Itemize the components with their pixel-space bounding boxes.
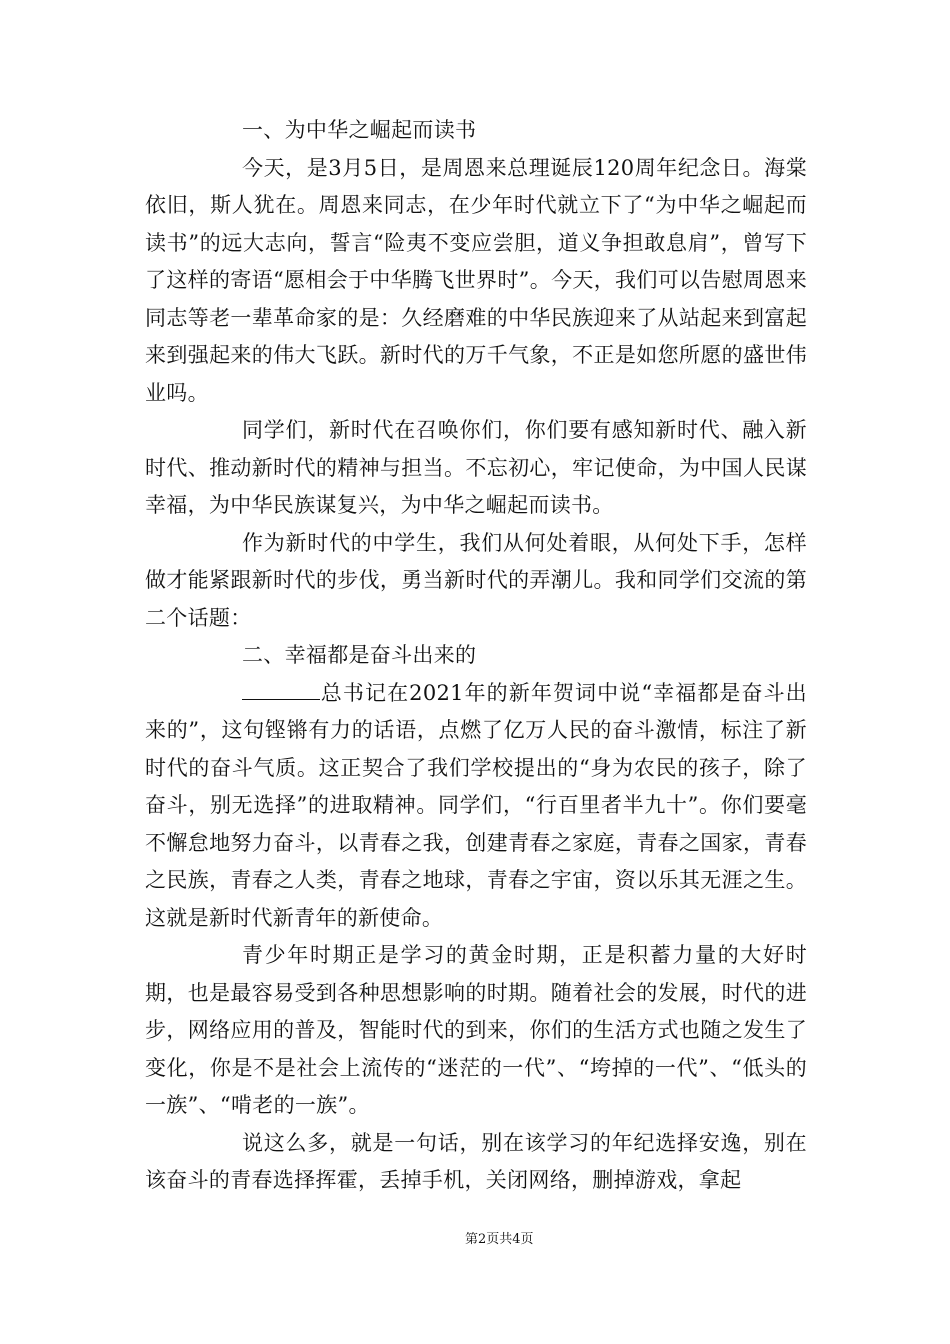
paragraph: 作为新时代的中学生，我们从何处着眼，从何处下手，怎样做才能紧跟新时代的步伐，勇当新时代的弄潮儿。我和同学们交流的第二个话题： xyxy=(145,530,807,630)
paragraph-text: 总书记在2021年的新年贺词中说“幸福都是奋斗出来的”，这句铿锵有力的话语，点燃了亿万人民的奋斗激情，标注了新时代的奋斗气质。这正契合了我们学校提出的“身为农民的孩子，除了奋斗，别无选择”的进取精神。同学们，“行百里者半九十”。你们要毫不懈怠地努力奋斗，以青春之我，创建青春之家庭，青春之国家，青春之民族，青春之人类，青春之地球，青春之宇宙，资以乐其无涯之生。这就是新时代新青年的新使命。 xyxy=(145,680,807,930)
section-heading-1: 一、为中华之崛起而读书 xyxy=(242,118,477,142)
page-number-footer: 第2页共4页 xyxy=(465,1232,534,1247)
paragraph-with-blank xyxy=(145,675,807,938)
section-heading-2: 二、幸福都是奋斗出来的 xyxy=(242,643,477,667)
paragraph: 说这么多，就是一句话，别在该学习的年纪选择安逸，别在该奋斗的青春选择挥霍，丢掉手机，关闭网络，删掉游戏，拿起 xyxy=(145,1130,807,1192)
blank-underline xyxy=(242,681,320,700)
document-body xyxy=(145,112,807,1200)
paragraph: 青少年时期正是学习的黄金时期，正是积蓄力量的大好时期，也是最容易受到各种思想影响的时期。随着社会的发展，时代的进步，网络应用的普及，智能时代的到来，你们的生活方式也随之发生了变化，你是不是社会上流传的“迷茫的一代”、“垮掉的一代”、“低头的一族”、“啃老的一族”。 xyxy=(145,943,807,1117)
paragraph: 今天，是3月5日，是周恩来总理诞辰120周年纪念日。海棠依旧，斯人犹在。周恩来同志，在少年时代就立下了“为中华之崛起而读书”的远大志向，誓言“险夷不变应尝胆，道义争担敢息肩”，曾写下了这样的寄语“愿相会于中华腾飞世界时”。今天，我们可以告慰周恩来同志等老一辈革命家的是：久经磨难的中华民族迎来了从站起来到富起来到强起来的伟大飞跃。新时代的万千气象，不正是如您所愿的盛世伟业吗。 xyxy=(145,155,807,405)
paragraph: 同学们，新时代在召唤你们，你们要有感知新时代、融入新时代、推动新时代的精神与担当。不忘初心，牢记使命，为中国人民谋幸福，为中华民族谋复兴，为中华之崛起而读书。 xyxy=(145,418,807,517)
